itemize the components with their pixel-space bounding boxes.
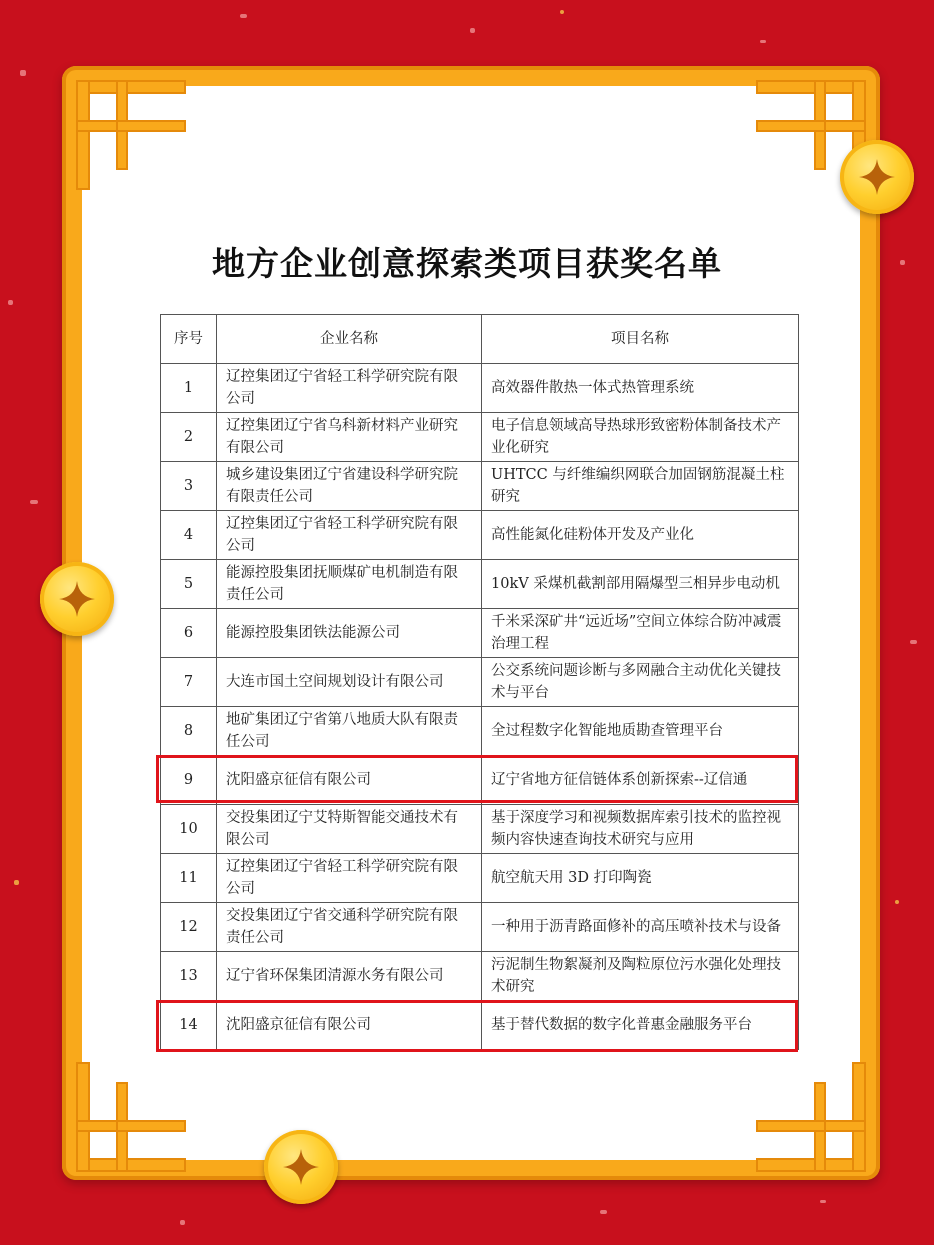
- row-project: 基于替代数据的数字化普惠金融服务平台: [482, 1001, 799, 1050]
- row-no: 3: [161, 462, 217, 511]
- table-row: [161, 609, 799, 658]
- row-no: 6: [161, 609, 217, 658]
- row-no: 14: [161, 1001, 217, 1050]
- row-project: 电子信息领域高导热球形致密粉体制备技术产业化研究: [482, 413, 799, 462]
- table-row: [161, 805, 799, 854]
- row-project: 高性能氮化硅粉体开发及产业化: [482, 511, 799, 560]
- row-project: 辽宁省地方征信链体系创新探索--辽信通: [482, 756, 799, 805]
- table-row: [161, 903, 799, 952]
- row-no: 1: [161, 364, 217, 413]
- page-title: 地方企业创意探索类项目获奖名单: [212, 244, 722, 283]
- header-project: 项目名称: [482, 315, 799, 364]
- row-project: 10kV 采煤机截割部用隔爆型三相异步电动机: [482, 560, 799, 609]
- table-row: [161, 707, 799, 756]
- header-company: 企业名称: [217, 315, 482, 364]
- row-company: 沈阳盛京征信有限公司: [217, 1001, 482, 1050]
- row-company: 辽宁省环保集团清源水务有限公司: [217, 952, 482, 1001]
- highlight-box: [156, 1000, 798, 1052]
- row-company: 辽控集团辽宁省轻工科学研究院有限公司: [217, 511, 482, 560]
- awards-table: [160, 314, 799, 1050]
- table-row: [161, 658, 799, 707]
- row-no: 2: [161, 413, 217, 462]
- table-row: [161, 854, 799, 903]
- row-company: 辽控集团辽宁省轻工科学研究院有限公司: [217, 364, 482, 413]
- row-no: 12: [161, 903, 217, 952]
- corner-ornament-top-left: [76, 80, 186, 190]
- row-no: 8: [161, 707, 217, 756]
- row-company: 能源控股集团铁法能源公司: [217, 609, 482, 658]
- row-no: 4: [161, 511, 217, 560]
- table-row: [161, 364, 799, 413]
- row-project: 一种用于沥青路面修补的高压喷补技术与设备: [482, 903, 799, 952]
- row-project: 千米采深矿井“远近场”空间立体综合防冲减震治理工程: [482, 609, 799, 658]
- row-company: 交投集团辽宁省交通科学研究院有限责任公司: [217, 903, 482, 952]
- header-no: 序号: [161, 315, 217, 364]
- row-project: UHTCC 与纤维编织网联合加固钢筋混凝土柱研究: [482, 462, 799, 511]
- row-company: 大连市国土空间规划设计有限公司: [217, 658, 482, 707]
- row-project: 污泥制生物絮凝剂及陶粒原位污水强化处理技术研究: [482, 952, 799, 1001]
- row-no: 13: [161, 952, 217, 1001]
- row-project: 公交系统问题诊断与多网融合主动优化关键技术与平台: [482, 658, 799, 707]
- table-row: [161, 952, 799, 1001]
- gold-coin-icon: [264, 1130, 338, 1204]
- row-company: 沈阳盛京征信有限公司: [217, 756, 482, 805]
- row-no: 11: [161, 854, 217, 903]
- row-company: 能源控股集团抚顺煤矿电机制造有限责任公司: [217, 560, 482, 609]
- corner-ornament-bottom-left: [76, 1062, 186, 1172]
- row-company: 辽控集团辽宁省轻工科学研究院有限公司: [217, 854, 482, 903]
- row-project: 高效器件散热一体式热管理系统: [482, 364, 799, 413]
- table-row: [161, 511, 799, 560]
- row-project: 全过程数字化智能地质勘查管理平台: [482, 707, 799, 756]
- corner-ornament-bottom-right: [756, 1062, 866, 1172]
- table-header-row: [161, 315, 799, 364]
- table-row: [161, 413, 799, 462]
- row-no: 10: [161, 805, 217, 854]
- row-company: 城乡建设集团辽宁省建设科学研究院有限责任公司: [217, 462, 482, 511]
- row-company: 交投集团辽宁艾特斯智能交通技术有限公司: [217, 805, 482, 854]
- row-project: 基于深度学习和视频数据库索引技术的监控视频内容快速查询技术研究与应用: [482, 805, 799, 854]
- row-no: 7: [161, 658, 217, 707]
- highlight-box: [156, 755, 798, 803]
- row-no: 9: [161, 756, 217, 805]
- table-row: [161, 462, 799, 511]
- gold-coin-icon: [40, 562, 114, 636]
- row-project: 航空航天用 3D 打印陶瓷: [482, 854, 799, 903]
- row-no: 5: [161, 560, 217, 609]
- row-company: 地矿集团辽宁省第八地质大队有限责任公司: [217, 707, 482, 756]
- row-company: 辽控集团辽宁省乌科新材料产业研究有限公司: [217, 413, 482, 462]
- table-row: [161, 560, 799, 609]
- gold-coin-icon: [840, 140, 914, 214]
